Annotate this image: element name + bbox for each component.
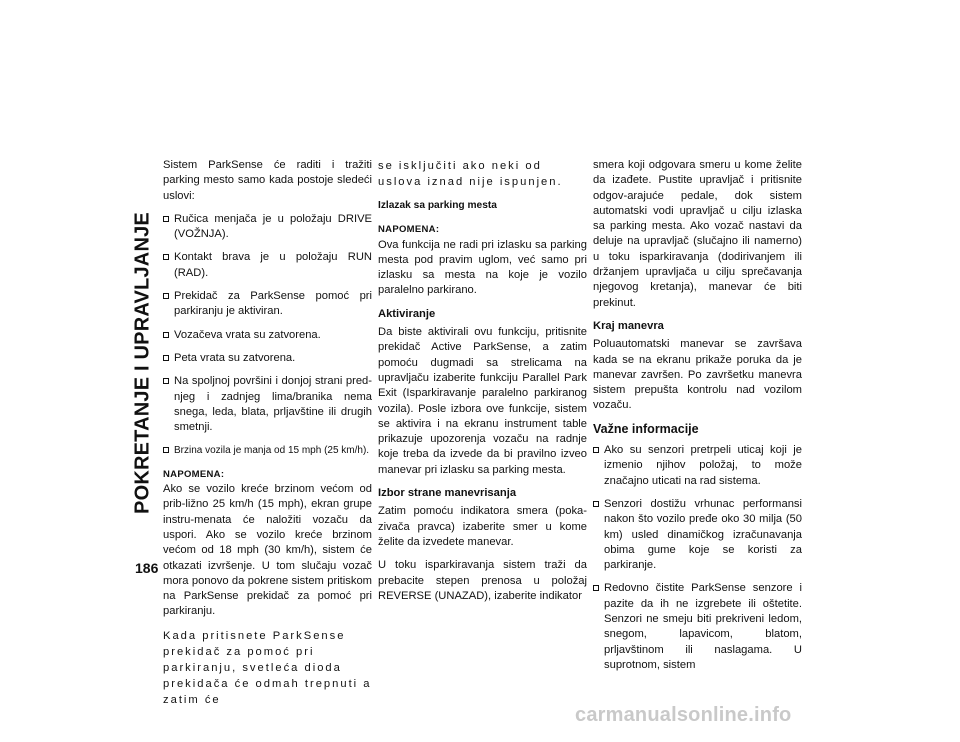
side-selection-paragraph: Zatim pomoću indikatora smera (poka-zivača pravca) izaberite smer u kome želite da izvedete manevar.: [378, 505, 587, 548]
checkbox-bullet-icon: [163, 332, 169, 338]
page-number: 186: [135, 560, 159, 576]
continuation-paragraph: smera koji odgovara smeru u kome želite da izađete. Pustite upravljač i pritisnite odgov-arajuće pedale, dok sistem automatski vodi upravljač u cilju izlaska sa parking mesta. Ako vozač nastavi da deluje na upravljač (slučajno ili namerno) u toku isparkiravanja (dodirivanjem ili držanjem upravljača u cilju sprečavanja njegovog kretanja), manevar će biti prekinut.: [593, 159, 802, 309]
conditions-list: [163, 212, 372, 459]
list-item: Ručica menjača je u položaju DRIVE (VOŽNJA).: [163, 212, 372, 243]
list-item: Peta vrata su zatvorena.: [163, 351, 372, 366]
checkbox-bullet-icon: [163, 254, 169, 260]
important-list: [593, 443, 802, 673]
note-paragraph: Ova funkcija ne radi pri izlasku sa parking mesta pod pravim uglom, već samo pri izlasku sa mesta na koje je vozilo paralelno parkirano.: [378, 238, 587, 297]
process-paragraph: U toku isparkiravanja sistem traži da prebacite stepen prenosa u položaj REVERSE (UNAZAD), izaberite indikator: [378, 559, 587, 602]
end-paragraph: Poluautomatski manevar se završava kada se na ekranu prikaže poruka da je manevar završen. Po završetku manevra sistem prepušta kontrolu nad vozilom vozaču.: [593, 338, 802, 412]
spaced-continuation: se isključiti ako neki od uslova iznad nije ispunjen.: [378, 160, 563, 188]
activation-paragraph: Da biste aktivirali ovu funkciju, pritisnite prekidač Active ParkSense, a zatim pomoću dugmadi sa strelicama na upravljaču izaberite funkciju Parallel Park Exit (Isparkiravanje paralelno parkiranog vozila). Posle izbora ove funkcije, sistem se aktivira i na ekranu instrument table prikazuje upozorenja vozaču na radnje koje treba da izvede da bi pravilno izveo manevar pri izlasku sa parking mesta.: [378, 326, 587, 476]
checkbox-bullet-icon: [593, 447, 599, 453]
exit-heading: Izlazak sa parking mesta: [378, 200, 497, 211]
end-heading: Kraj manevra: [593, 319, 664, 332]
list-item: Senzori dostižu vrhunac performansi nakon što vozilo pređe oko 30 milja (50 km) usled dinamičkog izračunavanja obima gume koje se koristi za parkiranje.: [593, 497, 802, 573]
chapter-side-title: [127, 175, 159, 550]
column-3: [593, 158, 802, 681]
note-label: NAPOMENA:: [378, 224, 440, 236]
list-item: Prekidač za ParkSense pomoć pri parkiranju je aktiviran.: [163, 289, 372, 320]
checkbox-bullet-icon: [163, 447, 169, 453]
checkbox-bullet-icon: [593, 501, 599, 507]
column-1: [163, 158, 372, 716]
list-item: Brzina vozila je manja od 15 mph (25 km/h).: [163, 443, 372, 458]
checkbox-bullet-icon: [163, 216, 169, 222]
list-item: Kontakt brava je u položaju RUN (RAD).: [163, 250, 372, 281]
footer-watermark: carmanualsonline.info: [575, 704, 792, 726]
list-item: Redovno čistite ParkSense senzore i pazite da ih ne izgrebete ili oštetite. Senzori ne smeju biti prekriveni ledom, snegom, lapavicom, blatom, prljavštinom ili naslagama. U suprotnom, sistem: [593, 581, 802, 673]
intro-paragraph: Sistem ParkSense će raditi i tražiti parking mesto samo kada postoje sledeći uslovi:: [163, 159, 372, 202]
column-2: [378, 158, 587, 612]
list-item: Vozačeva vrata su zatvorena.: [163, 328, 372, 343]
list-item: Na spoljnoj površini i donjoj strani pred-njeg i zadnjeg lima/branika nema snega, leda, blata, prljavštine ili drugih smetnji.: [163, 374, 372, 435]
checkbox-bullet-icon: [163, 293, 169, 299]
checkbox-bullet-icon: [163, 378, 169, 384]
note-label: NAPOMENA:: [163, 468, 225, 480]
activation-heading: Aktiviranje: [378, 307, 436, 320]
checkbox-bullet-icon: [593, 585, 599, 591]
important-heading: Važne informacije: [593, 421, 699, 436]
list-item: Ako su senzori pretrpeli uticaj koji je izmenio njihov položaj, to može značajno uticati na rad sistema.: [593, 443, 802, 489]
checkbox-bullet-icon: [163, 355, 169, 361]
side-selection-heading: Izbor strane manevrisanja: [378, 487, 517, 500]
chapter-title-text: POKRETANJE I UPRAVLJANJE: [131, 211, 154, 514]
spaced-paragraph: Kada pritisnete ParkSense prekidač za pomoć pri parkiranju, svetleća dioda prekidača će odmah trepnuti a zatim će: [163, 629, 372, 706]
note-paragraph: Ako se vozilo kreće brzinom većom od prib-ližno 25 km/h (15 mph), ekran grupe instru-menata će naložiti vozaču da uspori. Ako se vozilo kreće brzinom većom od 18 mph (30 km/h), sistem će otkazati izvršenje. U tom slučaju vozač mora ponovo da pokrene sistem pritiskom na ParkSense prekidač za pomoć pri parkiranju.: [163, 483, 372, 618]
